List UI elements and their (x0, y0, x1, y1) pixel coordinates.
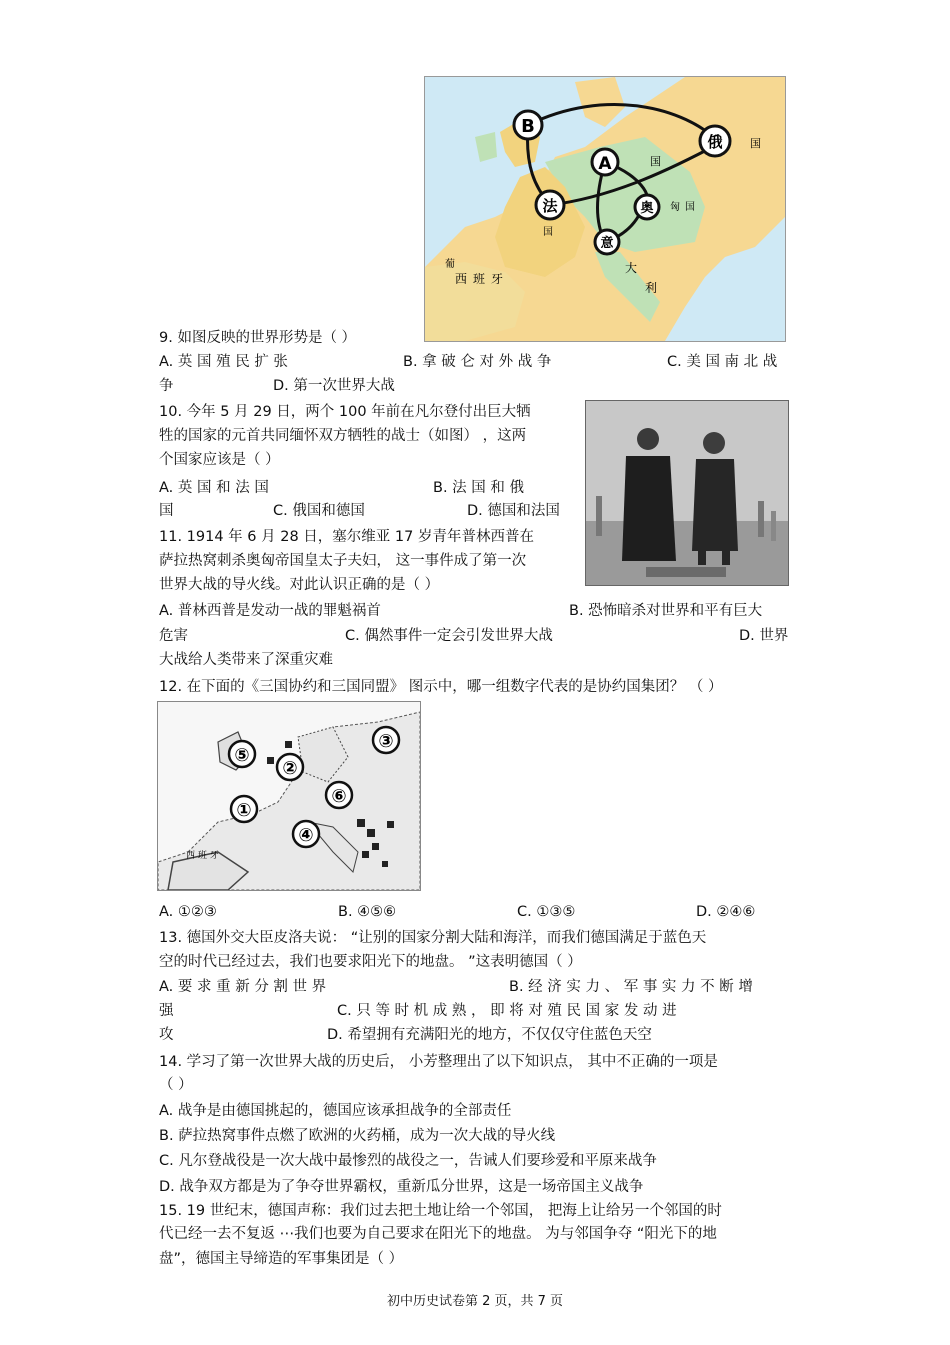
q14-option-d[interactable]: D. 战争双方都是为了争夺世界霸权，重新瓜分世界，这是一场帝国主义战争 (159, 1179, 644, 1195)
q11-option-d-cont: 大战给人类带来了深重灾难 (159, 652, 333, 668)
map1-circle-france (536, 191, 564, 219)
q12-option-d[interactable]: D. ②④⑥ (696, 904, 756, 920)
q11-option-b-cont: 危害 (159, 628, 188, 644)
map1-label: 西 (455, 272, 468, 286)
map1-label: 国 (750, 137, 761, 150)
q10-option-a[interactable]: A. 英 国 和 法 国 (159, 480, 269, 496)
map2-number-1 (231, 796, 257, 822)
q10-stem-line3: 个国家应该是（ ） (159, 452, 280, 468)
leaders-memorial-photo (585, 400, 789, 586)
q13-option-b-cont: 强 (159, 1003, 174, 1019)
q10-option-c[interactable]: C. 俄国和德国 (273, 503, 365, 519)
map1-circle-austria (635, 195, 659, 219)
map1-label: 班 (473, 272, 486, 286)
q13-stem-line1: 13. 德国外交大臣皮洛夫说： “让别的国家分割大陆和海洋，而我们德国满足于蓝色天 (159, 930, 707, 946)
map2-number-6 (326, 782, 352, 808)
q11-option-b[interactable]: B. 恐怖暗杀对世界和平有巨大 (569, 603, 763, 619)
map1-label: 国 (685, 202, 695, 213)
q9-option-c-cont: 争 (159, 378, 174, 394)
map1-circle-russia (700, 126, 730, 156)
map1-label: 葡 (445, 259, 455, 270)
q14-option-a[interactable]: A. 战争是由德国挑起的，德国应该承担战争的全部责任 (159, 1103, 512, 1119)
q14-option-b[interactable]: B. 萨拉热窝事件点燃了欧洲的火药桶，成为一次大战的导火线 (159, 1128, 556, 1144)
q11-stem-line2: 萨拉热窝刺杀奥匈帝国皇太子夫妇， 这一事件成了第一次 (159, 553, 527, 569)
map1-label: 牙 (491, 272, 504, 286)
svg-text:②: ② (282, 758, 298, 779)
map1-label: 利 (645, 281, 658, 295)
q13-option-c[interactable]: C. 只 等 时 机 成 熟 ， 即 将 对 殖 民 国 家 发 动 进 (337, 1003, 677, 1019)
svg-text:A: A (598, 154, 612, 174)
q10-stem-line1: 10. 今年 5 月 29 日，两个 100 年前在凡尔登付出巨大牺 (159, 404, 531, 420)
q13-option-a[interactable]: A. 要 求 重 新 分 割 世 界 (159, 979, 327, 995)
page-footer: 初中历史试卷第 2 页，共 7 页 (386, 1294, 564, 1309)
svg-text:③: ③ (378, 731, 394, 752)
svg-text:B: B (521, 116, 535, 137)
q14-stem-line1: 14. 学习了第一次世界大战的历史后， 小芳整理出了以下知识点， 其中不正确的一项是 (159, 1054, 718, 1070)
q14-stem-line2: （ ） (159, 1077, 193, 1093)
q13-option-b[interactable]: B. 经 济 实 力 、 军 事 实 力 不 断 增 (509, 979, 753, 995)
q9-option-b[interactable]: B. 拿 破 仑 对 外 战 争 (403, 354, 552, 370)
q9-option-c[interactable]: C. 美 国 南 北 战 (667, 354, 778, 370)
map1-circle-A (592, 149, 618, 175)
q15-stem-line3: 盘”，德国主导缔造的军事集团是（ ） (159, 1251, 404, 1267)
svg-text:⑤: ⑤ (234, 745, 250, 766)
svg-text:①: ① (236, 800, 252, 821)
q14-option-c[interactable]: C. 凡尔登战役是一次大战中最惨烈的战役之一，告诫人们要珍爱和平原来战争 (159, 1153, 657, 1169)
svg-text:俄: 俄 (707, 133, 723, 151)
q13-option-c-cont: 攻 (159, 1027, 174, 1043)
q12-option-a[interactable]: A. ①②③ (159, 904, 217, 920)
q10-option-d[interactable]: D. 德国和法国 (467, 503, 560, 519)
map1-circle-italy (595, 230, 619, 254)
map2-number-5 (229, 741, 255, 767)
q10-option-b[interactable]: B. 法 国 和 俄 (433, 480, 524, 496)
q10-option-b-cont: 国 (159, 503, 174, 519)
q11-stem-line1: 11. 1914 年 6 月 28 日，塞尔维亚 17 岁青年普林西普在 (159, 529, 534, 545)
q11-option-a[interactable]: A. 普林西普是发动一战的罪魁祸首 (159, 603, 381, 619)
map1-label: 国 (543, 227, 553, 238)
q12-option-b[interactable]: B. ④⑤⑥ (338, 904, 397, 920)
map2-number-3 (373, 727, 399, 753)
q10-stem-line2: 牲的国家的元首共同缅怀双方牺牲的战士（如图） ，这两 (159, 428, 527, 444)
q15-stem-line1: 15. 19 世纪末，德国声称：我们过去把土地让给一个邻国， 把海上让给另一个邻国的时 (159, 1203, 722, 1219)
map2-label-spain: 西 班 牙 (186, 851, 219, 861)
q15-stem-line2: 代已经一去不复返 ⋯我们也要为自己要求在阳光下的地盘。 为与邻国争夺 “阳光下的地 (159, 1226, 717, 1242)
europe-alliance-map (424, 76, 786, 342)
map2-number-4 (293, 821, 319, 847)
map2-number-2 (277, 754, 303, 780)
q11-option-d[interactable]: D. 世界 (739, 628, 789, 644)
q13-stem-line2: 空的时代已经过去，我们也要求阳光下的地盘。 ”这表明德国（ ） (159, 954, 582, 970)
q12-option-c[interactable]: C. ①③⑤ (517, 904, 576, 920)
map1-label: 大 (625, 261, 638, 275)
q12-stem: 12. 在下面的《三国协约和三国同盟》 图示中，哪一组数字代表的是协约国集团？ （ ） (159, 679, 723, 695)
svg-text:法: 法 (542, 197, 558, 215)
map1-label: 国 (650, 155, 661, 168)
q9-stem: 9. 如图反映的世界形势是（ ） (159, 330, 357, 346)
svg-text:④: ④ (298, 825, 314, 846)
map1-circle-B (514, 111, 542, 139)
map1-label: 匈 (670, 202, 680, 213)
q11-stem-line3: 世界大战的导火线。对此认识正确的是（ ） (159, 577, 440, 593)
svg-text:⑥: ⑥ (331, 786, 347, 807)
q13-option-d[interactable]: D. 希望拥有充满阳光的地方，不仅仅守住蓝色天空 (327, 1027, 652, 1043)
svg-text:奥: 奥 (640, 201, 654, 216)
triple-alliance-entente-map (157, 701, 421, 891)
q9-option-d[interactable]: D. 第一次世界大战 (273, 378, 395, 394)
q11-option-c[interactable]: C. 偶然事件一定会引发世界大战 (345, 628, 553, 644)
svg-text:意: 意 (600, 236, 614, 251)
q9-option-a[interactable]: A. 英 国 殖 民 扩 张 (159, 354, 288, 370)
